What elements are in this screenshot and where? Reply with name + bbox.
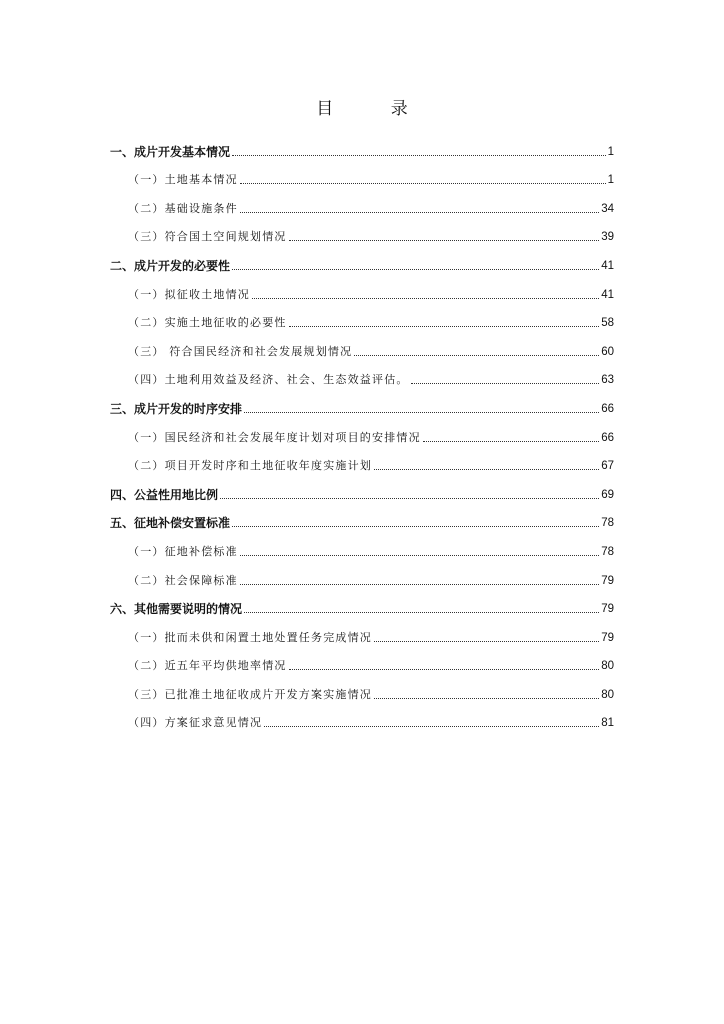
toc-entry[interactable] bbox=[110, 530, 614, 559]
toc-entry-page-number: 63 bbox=[601, 374, 614, 387]
dot-leader bbox=[264, 725, 599, 727]
dot-leader bbox=[220, 497, 599, 499]
toc-entry[interactable] bbox=[110, 330, 614, 359]
toc-entry-label: （三）符合国土空间规划情况 bbox=[128, 230, 287, 244]
toc-entry[interactable] bbox=[110, 387, 614, 416]
toc-entry-page-number: 78 bbox=[601, 545, 614, 558]
dot-leader bbox=[232, 154, 606, 156]
toc-entry-page-number: 69 bbox=[601, 488, 614, 501]
dot-leader bbox=[289, 239, 600, 241]
toc-entry-page-number: 79 bbox=[601, 574, 614, 587]
toc-entry-label: 三、成片开发的时序安排 bbox=[110, 401, 243, 416]
dot-leader bbox=[289, 325, 600, 327]
toc-entry[interactable] bbox=[110, 673, 614, 702]
toc-entry-label: （四）方案征求意见情况 bbox=[128, 716, 263, 730]
toc-entry[interactable] bbox=[110, 302, 614, 331]
dot-leader bbox=[232, 525, 599, 527]
toc-entry-label: 六、其他需要说明的情况 bbox=[110, 602, 243, 617]
toc-entry-label: （二）项目开发时序和土地征收年度实施计划 bbox=[128, 459, 372, 473]
dot-leader bbox=[240, 211, 599, 213]
toc-entry[interactable] bbox=[110, 473, 614, 502]
toc-entry-label: （三） 符合国民经济和社会发展规划情况 bbox=[128, 344, 353, 358]
toc-entry-label: 一、成片开发基本情况 bbox=[110, 144, 231, 159]
dot-leader bbox=[244, 611, 599, 613]
toc-title: 目 录 bbox=[316, 99, 434, 119]
toc-entry[interactable] bbox=[110, 588, 614, 617]
toc-entry[interactable] bbox=[110, 359, 614, 388]
toc-entry-page-number: 79 bbox=[601, 603, 614, 616]
toc-entry-label: （四）土地利用效益及经济、社会、生态效益评估。 bbox=[128, 373, 409, 387]
toc-entry-page-number: 79 bbox=[601, 631, 614, 644]
dot-leader bbox=[240, 554, 599, 556]
toc-entry[interactable] bbox=[110, 645, 614, 674]
toc-entry-label: （一）土地基本情况 bbox=[128, 173, 238, 187]
toc-entry-label: （一）拟征收土地情况 bbox=[128, 287, 250, 301]
toc-entry-label: （二）近五年平均供地率情况 bbox=[128, 659, 287, 673]
toc-entry-page-number: 41 bbox=[601, 288, 614, 301]
dot-leader bbox=[374, 468, 599, 470]
table-of-contents bbox=[110, 130, 614, 730]
dot-leader bbox=[244, 411, 599, 413]
toc-entry-page-number: 1 bbox=[607, 145, 614, 158]
toc-entry-page-number: 66 bbox=[601, 431, 614, 444]
toc-entry-page-number: 80 bbox=[601, 688, 614, 701]
toc-entry-label: 二、成片开发的必要性 bbox=[110, 258, 231, 273]
toc-entry[interactable] bbox=[110, 187, 614, 216]
dot-leader bbox=[240, 182, 606, 184]
toc-entry-page-number: 81 bbox=[601, 717, 614, 730]
toc-entry-label: （二）实施土地征收的必要性 bbox=[128, 316, 287, 330]
toc-entry-page-number: 66 bbox=[601, 402, 614, 415]
dot-leader bbox=[423, 440, 599, 442]
toc-entry[interactable] bbox=[110, 502, 614, 531]
toc-entry[interactable] bbox=[110, 559, 614, 588]
toc-entry-page-number: 1 bbox=[607, 174, 614, 187]
toc-entry[interactable] bbox=[110, 216, 614, 245]
dot-leader bbox=[374, 640, 599, 642]
toc-entry-label: 四、公益性用地比例 bbox=[110, 487, 219, 502]
toc-entry-page-number: 80 bbox=[601, 660, 614, 673]
dot-leader bbox=[411, 382, 600, 384]
toc-entry[interactable] bbox=[110, 130, 614, 159]
toc-entry-page-number: 34 bbox=[601, 202, 614, 215]
toc-entry-page-number: 60 bbox=[601, 345, 614, 358]
dot-leader bbox=[354, 354, 599, 356]
toc-entry[interactable] bbox=[110, 416, 614, 445]
toc-entry-label: 五、征地补偿安置标准 bbox=[110, 516, 231, 531]
dot-leader bbox=[289, 668, 600, 670]
toc-entry-page-number: 39 bbox=[601, 231, 614, 244]
toc-entry[interactable] bbox=[110, 244, 614, 273]
toc-entry[interactable] bbox=[110, 702, 614, 731]
toc-entry[interactable] bbox=[110, 616, 614, 645]
toc-entry-label: （一）批而未供和闲置土地处置任务完成情况 bbox=[128, 630, 372, 644]
toc-entry-label: （一）征地补偿标准 bbox=[128, 544, 238, 558]
dot-leader bbox=[232, 268, 599, 270]
toc-entry[interactable] bbox=[110, 273, 614, 302]
toc-entry-page-number: 78 bbox=[601, 517, 614, 530]
toc-entry-label: （一）国民经济和社会发展年度计划对项目的安排情况 bbox=[128, 430, 421, 444]
toc-entry-page-number: 41 bbox=[601, 259, 614, 272]
dot-leader bbox=[240, 583, 599, 585]
toc-entry[interactable] bbox=[110, 159, 614, 188]
dot-leader bbox=[374, 697, 599, 699]
toc-entry[interactable] bbox=[110, 445, 614, 474]
toc-entry-label: （三）已批准土地征收成片开发方案实施情况 bbox=[128, 687, 372, 701]
toc-entry-page-number: 67 bbox=[601, 460, 614, 473]
dot-leader bbox=[252, 297, 599, 299]
toc-entry-label: （二）基础设施条件 bbox=[128, 201, 238, 215]
toc-entry-label: （二）社会保障标准 bbox=[128, 573, 238, 587]
toc-entry-page-number: 58 bbox=[601, 317, 614, 330]
